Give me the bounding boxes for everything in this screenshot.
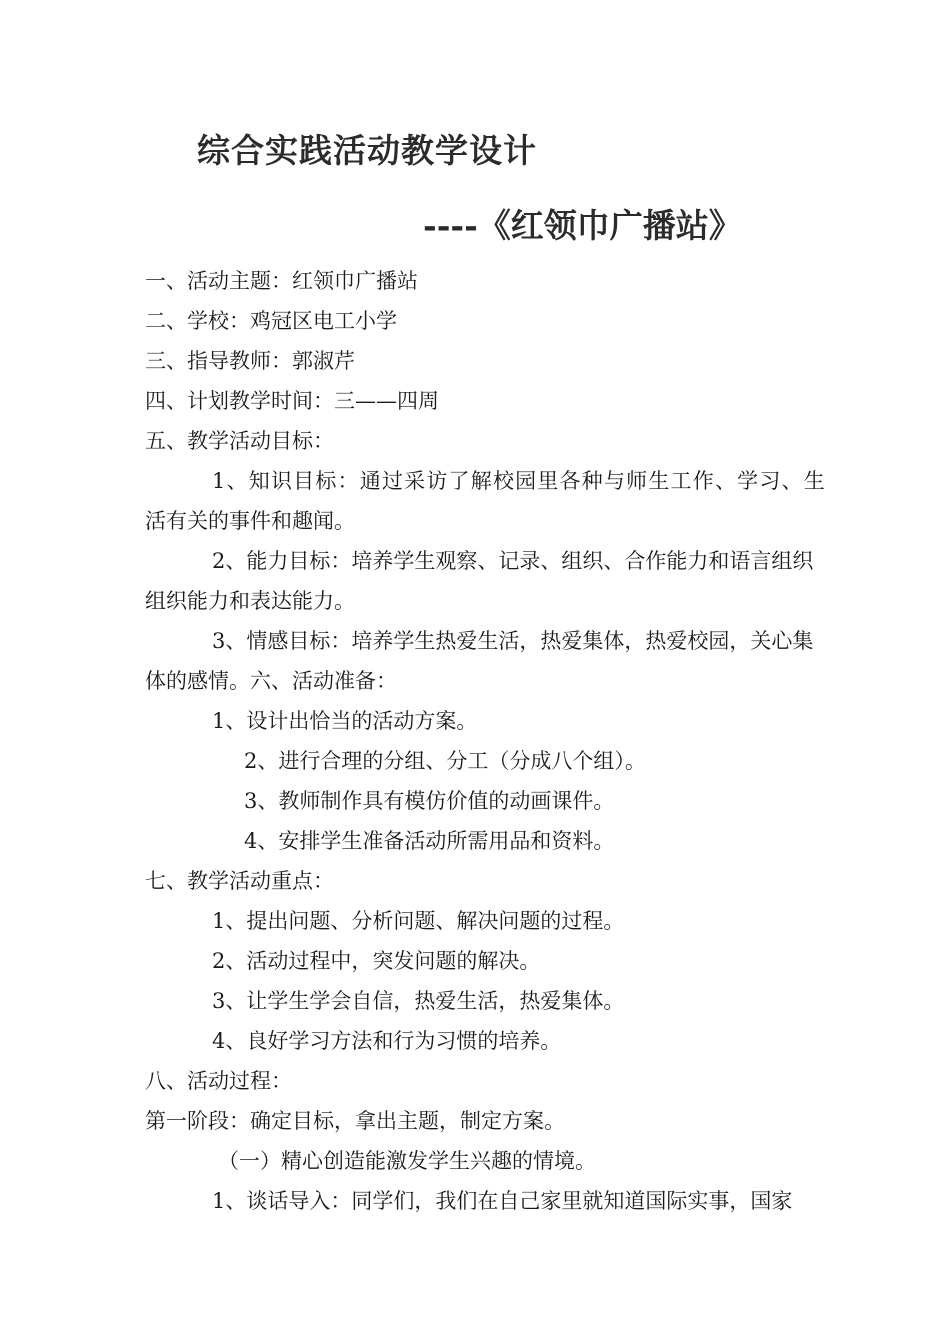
- key-point-4: 4、良好学习方法和行为习惯的培养。: [212, 1029, 562, 1053]
- stage-one-item-1: 1、谈话导入：同学们，我们在自己家里就知道国际实事，国家: [212, 1189, 793, 1213]
- section-teaching-time: 四、计划教学时间：三——四周: [145, 389, 439, 413]
- goal-ability-line1: 2、能力目标：培养学生观察、记录、组织、合作能力和语言组织: [212, 549, 814, 573]
- goal-emotion-line2: 体的感情。六、活动准备：: [145, 669, 397, 693]
- goal-ability-line2: 组织能力和表达能力。: [145, 589, 355, 613]
- section-process-heading: 八、活动过程：: [145, 1069, 292, 1093]
- section-goals-heading: 五、教学活动目标：: [145, 429, 334, 453]
- goal-knowledge-line1: 1、知识目标：通过采访了解校园里各种与师生工作、学习、生: [212, 469, 826, 493]
- section-school: 二、学校：鸡冠区电工小学: [145, 309, 397, 333]
- document-subtitle: ----《红领巾广播站》: [423, 206, 742, 245]
- key-point-3: 3、让学生学会自信，热爱生活，热爱集体。: [212, 989, 625, 1013]
- section-key-points-heading: 七、教学活动重点：: [145, 869, 334, 893]
- stage-one-sub-heading: （一）精心创造能激发学生兴趣的情境。: [218, 1149, 596, 1173]
- stage-one-heading: 第一阶段：确定目标，拿出主题，制定方案。: [145, 1109, 565, 1133]
- prep-item-3: 3、教师制作具有模仿价值的动画课件。: [244, 789, 615, 813]
- section-instructor: 三、指导教师：郭淑芹: [145, 349, 355, 373]
- prep-item-2: 2、进行合理的分组、分工（分成八个组）。: [244, 749, 646, 773]
- prep-item-1: 1、设计出恰当的活动方案。: [212, 709, 478, 733]
- key-point-2: 2、活动过程中，突发问题的解决。: [212, 949, 541, 973]
- section-activity-theme: 一、活动主题：红领巾广播站: [145, 269, 418, 293]
- goal-knowledge-line2: 活有关的事件和趣闻。: [145, 509, 355, 533]
- goal-emotion-line1: 3、情感目标：培养学生热爱生活，热爱集体，热爱校园，关心集: [212, 629, 814, 653]
- key-point-1: 1、提出问题、分析问题、解决问题的过程。: [212, 909, 625, 933]
- prep-item-4: 4、安排学生准备活动所需用品和资料。: [244, 829, 615, 853]
- document-title: 综合实践活动教学设计: [197, 131, 537, 170]
